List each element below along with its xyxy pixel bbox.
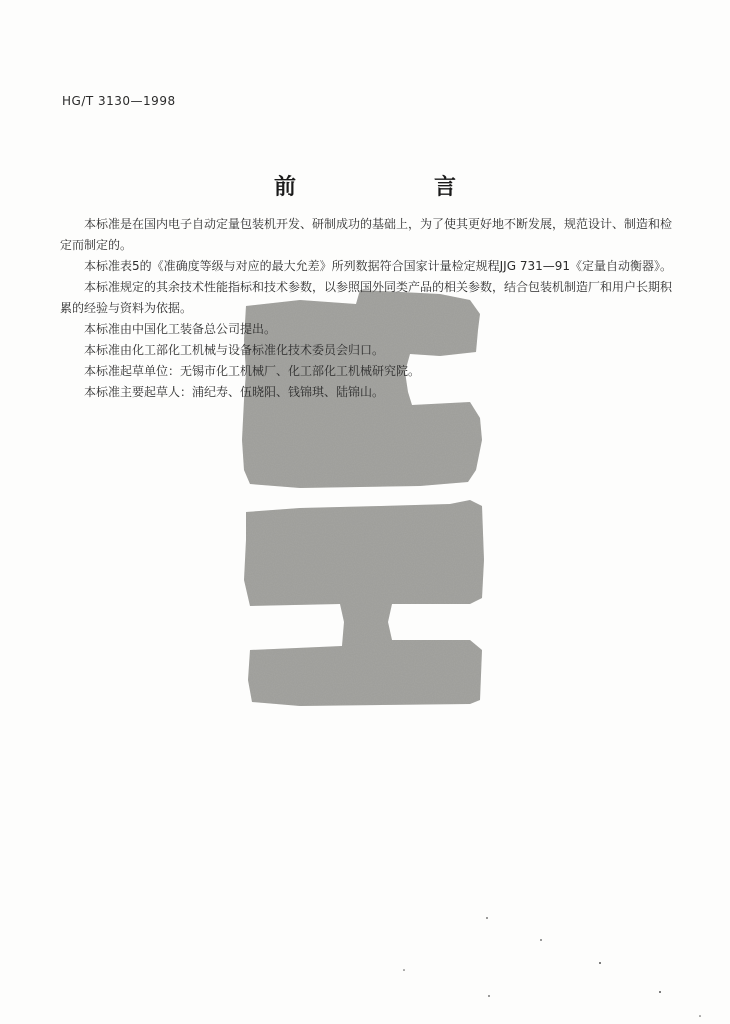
paragraph: 本标准起草单位：无锡市化工机械厂、化工部化工机械研究院。 — [84, 364, 421, 378]
paragraph: 本标准由中国化工装备总公司提出。 — [84, 322, 277, 336]
standard-code: HG/T 3130—1998 — [62, 94, 176, 108]
paragraph: 本标准表5的《准确度等级与对应的最大允差》所列数据符合国家计量检定规程JJG 731—91《定量自动衡器》。 — [84, 259, 673, 273]
paragraph: 本标准主要起草人：浦纪寿、伍晓阳、钱锦琪、陆锦山。 — [84, 385, 385, 399]
page-title: 前 言 — [273, 174, 514, 200]
paragraph: 本标准由化工部化工机械与设备标准化技术委员会归口。 — [84, 343, 385, 357]
paragraph: 本标准规定的其余技术性能指标和技术参数，以参照国外同类产品的相关参数，结合包装机制造厂和用户长期积累的经验与资料为依据。 — [60, 280, 673, 315]
paragraph: 本标准是在国内电子自动定量包装机开发、研制成功的基础上，为了使其更好地不断发展，规范设计、制造和检定而制定的。 — [60, 217, 673, 252]
foreword-body — [60, 214, 672, 403]
